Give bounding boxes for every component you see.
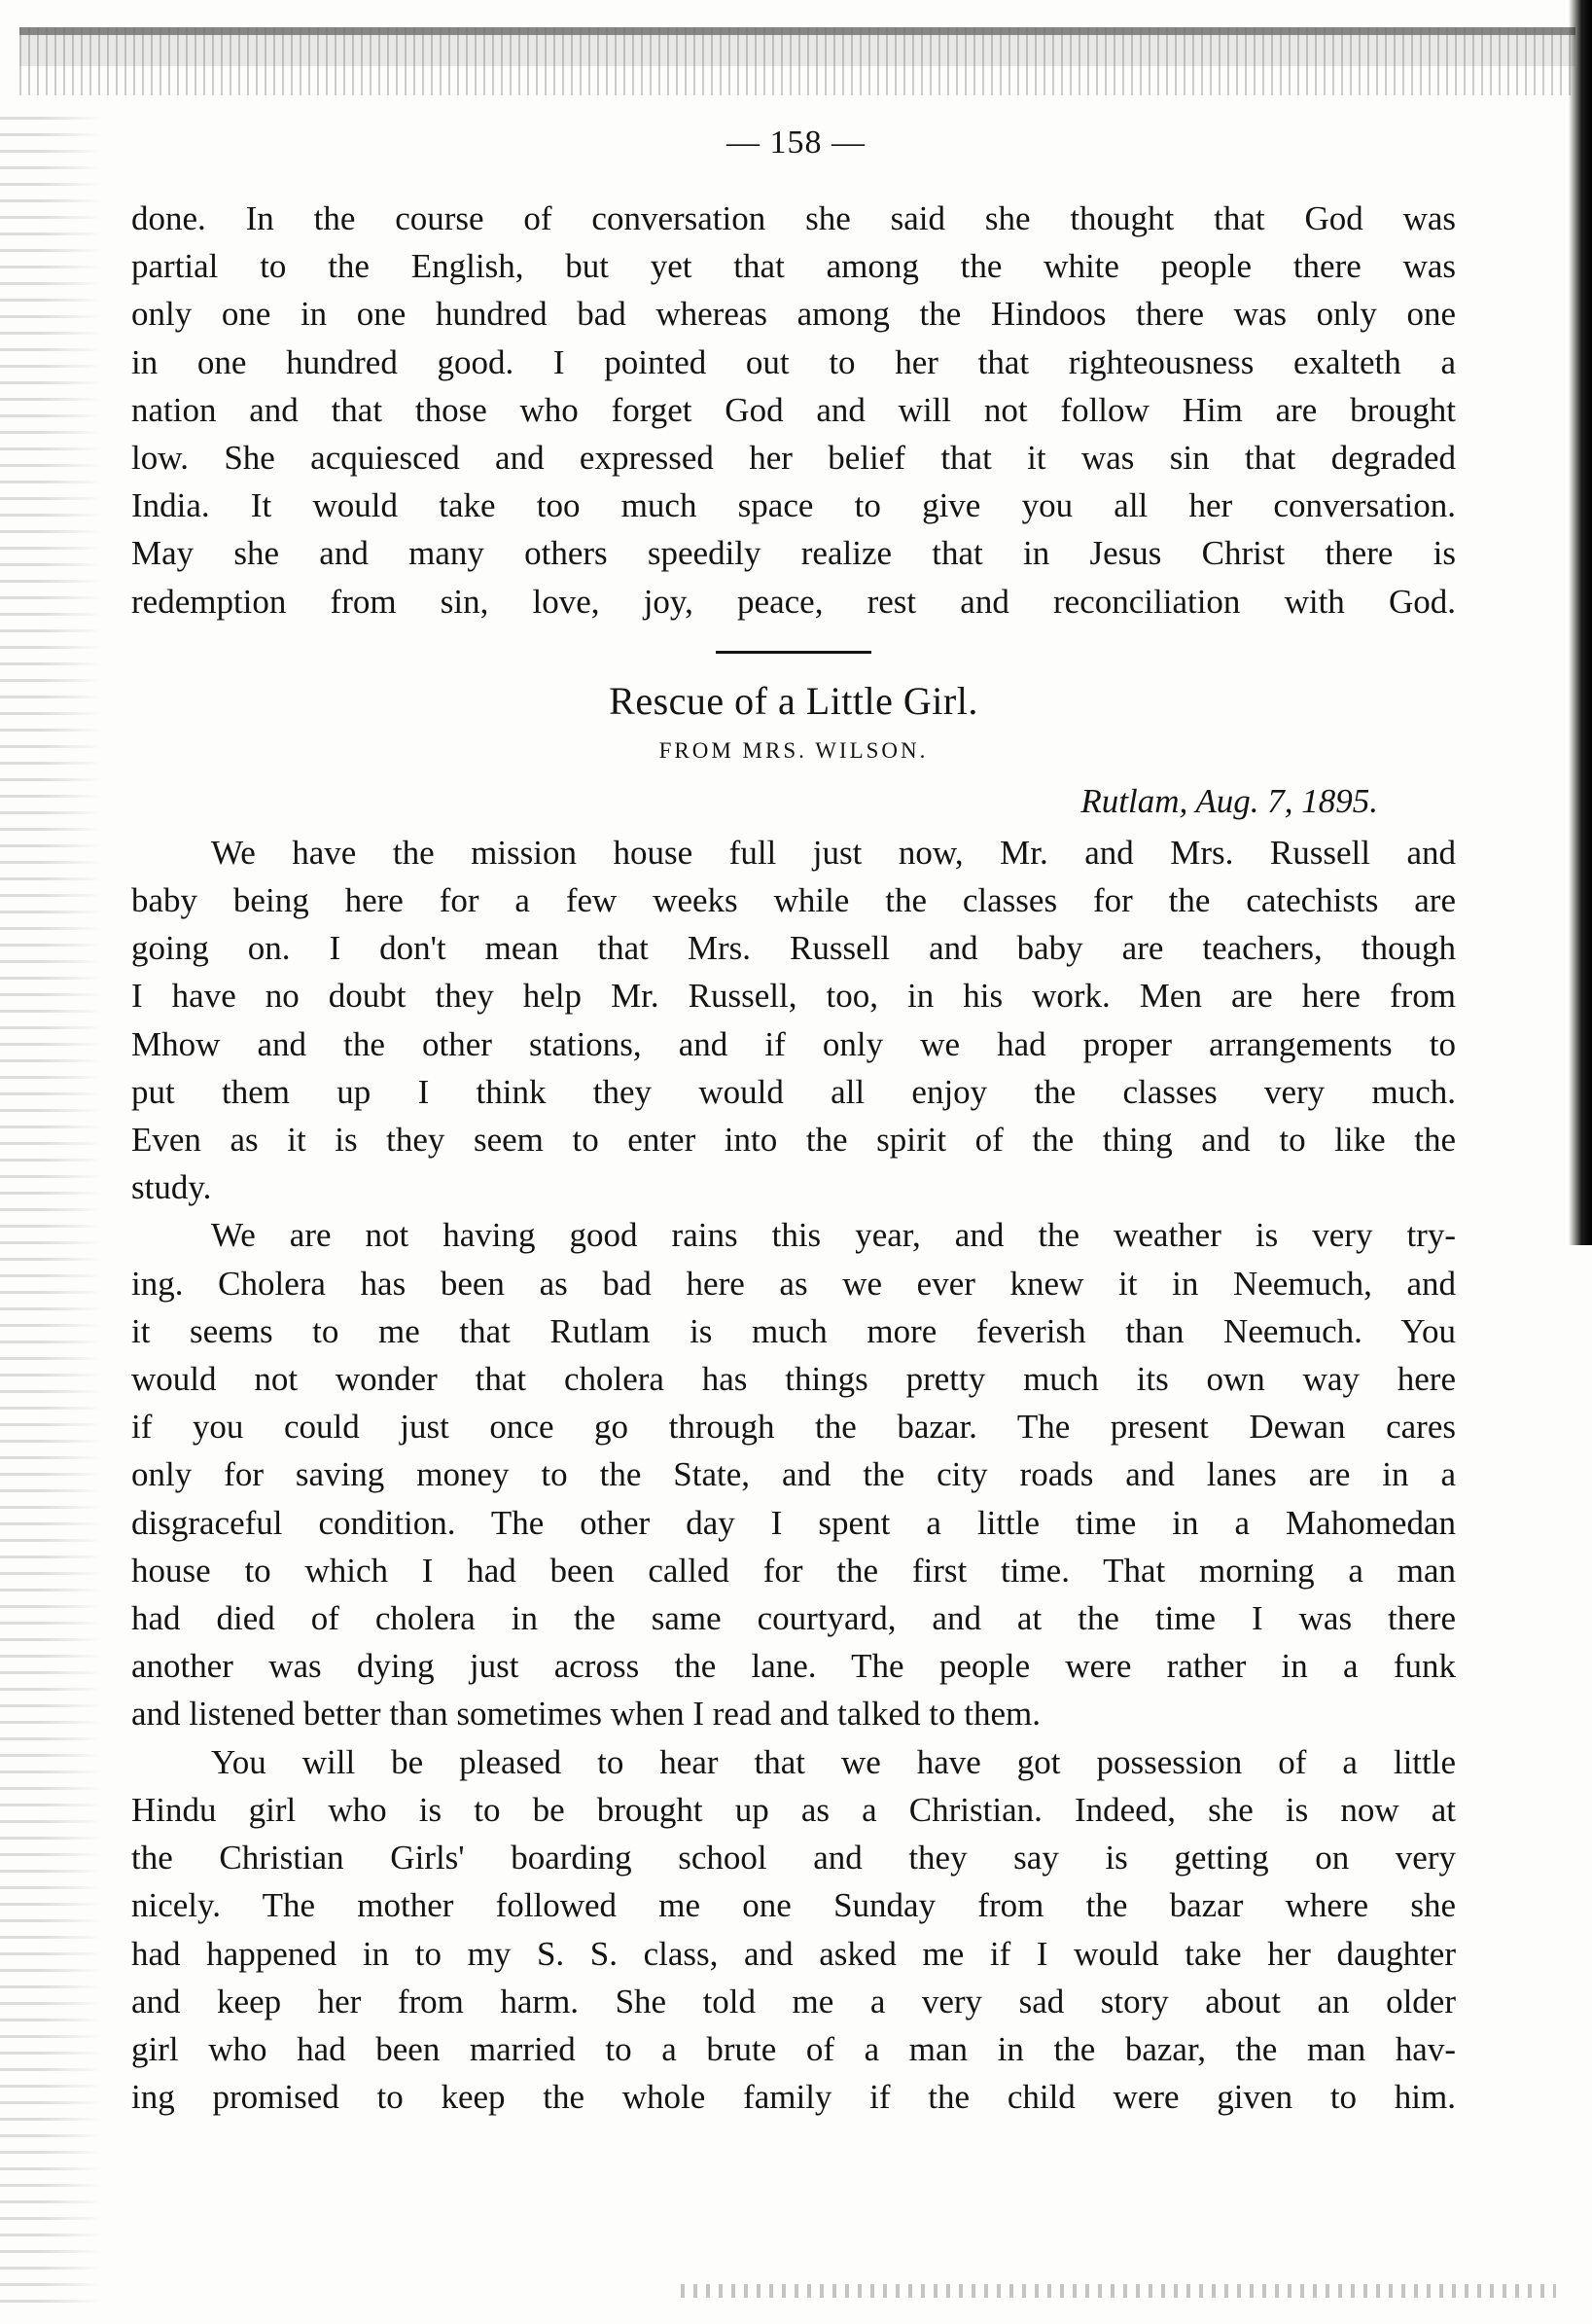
text-line: Even as it is they seem to enter into the spirit of the thing and to like the xyxy=(131,1121,1456,1160)
text-line: would not wonder that cholera has things pretty much its own way here xyxy=(131,1360,1456,1399)
text-line: We have the mission house full just now, Mr. and Mrs. Russell and xyxy=(211,833,1456,872)
text-line: I have no doubt they help Mr. Russell, too, in his work. Men are here from xyxy=(131,977,1456,1016)
article-dateline: Rutlam, Aug. 7, 1895. xyxy=(1080,781,1378,820)
text-line: put them up I think they would all enjoy the classes very much. xyxy=(131,1072,1456,1111)
text-line: Mhow and the other stations, and if only we had proper arrangements to xyxy=(131,1024,1456,1063)
text-line: done. In the course of conversation she said she thought that God was xyxy=(131,199,1456,237)
body-paragraph-3 xyxy=(131,1738,1456,2122)
text-line: and keep her from harm. She told me a very sad story about an older xyxy=(131,1982,1456,2020)
body-paragraph-1 xyxy=(131,829,1456,1212)
page-number: — 158 — xyxy=(726,125,866,161)
text-line: going on. I don't mean that Mrs. Russell and baby are teachers, though xyxy=(131,929,1456,968)
text-column xyxy=(131,195,1456,2121)
scan-noise-bottom xyxy=(681,2284,1556,2298)
scan-noise-left xyxy=(0,117,102,2306)
intro-paragraph xyxy=(131,195,1456,626)
text-line: ing promised to keep the whole family if the child were given to him. xyxy=(131,2078,1456,2117)
scan-noise-top xyxy=(19,27,1575,95)
text-line: You will be pleased to hear that we have got possession of a little xyxy=(211,1742,1456,1781)
body-paragraph-2 xyxy=(131,1211,1456,1737)
text-line: in one hundred good. I pointed out to her that righteousness exalteth a xyxy=(131,342,1456,381)
text-line: only for saving money to the State, and the city roads and lanes are in a xyxy=(131,1455,1456,1494)
text-line: baby being here for a few weeks while the classes for the catechists are xyxy=(131,881,1456,920)
text-line: disgraceful condition. The other day I spent a little time in a Mahomedan xyxy=(131,1503,1456,1542)
text-line: Hindu girl who is to be brought up as a Christian. Indeed, she is now at xyxy=(131,1790,1456,1829)
text-line: redemption from sin, love, joy, peace, rest and reconciliation with God. xyxy=(131,582,1456,621)
scan-shadow-right xyxy=(1569,0,1592,1245)
text-line: nicely. The mother followed me one Sunday from the bazar where she xyxy=(131,1886,1456,1925)
article-byline: FROM MRS. WILSON. xyxy=(658,737,929,763)
text-line: We are not having good rains this year, and the weather is very try- xyxy=(211,1216,1456,1255)
text-line: study. xyxy=(131,1168,212,1207)
text-line: had died of cholera in the same courtyard, and at the time I was there xyxy=(131,1599,1456,1638)
text-line: had happened in to my S. S. class, and asked me if I would take her daughter xyxy=(131,1934,1456,1973)
text-line: only one in one hundred bad whereas among the Hindoos there was only one xyxy=(131,295,1456,334)
text-line: another was dying just across the lane. The people were rather in a funk xyxy=(131,1647,1456,1686)
text-line: low. She acquiesced and expressed her belief that it was sin that degraded xyxy=(131,439,1456,478)
text-line: it seems to me that Rutlam is much more feverish than Neemuch. You xyxy=(131,1311,1456,1350)
text-line: the Christian Girls' boarding school and they say is getting on very xyxy=(131,1839,1456,1877)
text-line: if you could just once go through the bazar. The present Dewan cares xyxy=(131,1408,1456,1447)
text-line: nation and that those who forget God and will not follow Him are brought xyxy=(131,390,1456,429)
text-line: partial to the English, but yet that among the white people there was xyxy=(131,247,1456,286)
article-title: Rescue of a Little Girl. xyxy=(609,678,978,723)
text-line: India. It would take too much space to give you all her conversation. xyxy=(131,486,1456,525)
section-divider xyxy=(716,651,871,654)
text-line: May she and many others speedily realize that in Jesus Christ there is xyxy=(131,534,1456,573)
text-line: girl who had been married to a brute of a man in the bazar, the man hav- xyxy=(131,2029,1456,2068)
text-line: ing. Cholera has been as bad here as we ever knew it in Neemuch, and xyxy=(131,1264,1456,1303)
text-line: and listened better than sometimes when I read and talked to them. xyxy=(131,1695,1041,1734)
text-line: house to which I had been called for the first time. That morning a man xyxy=(131,1551,1456,1590)
